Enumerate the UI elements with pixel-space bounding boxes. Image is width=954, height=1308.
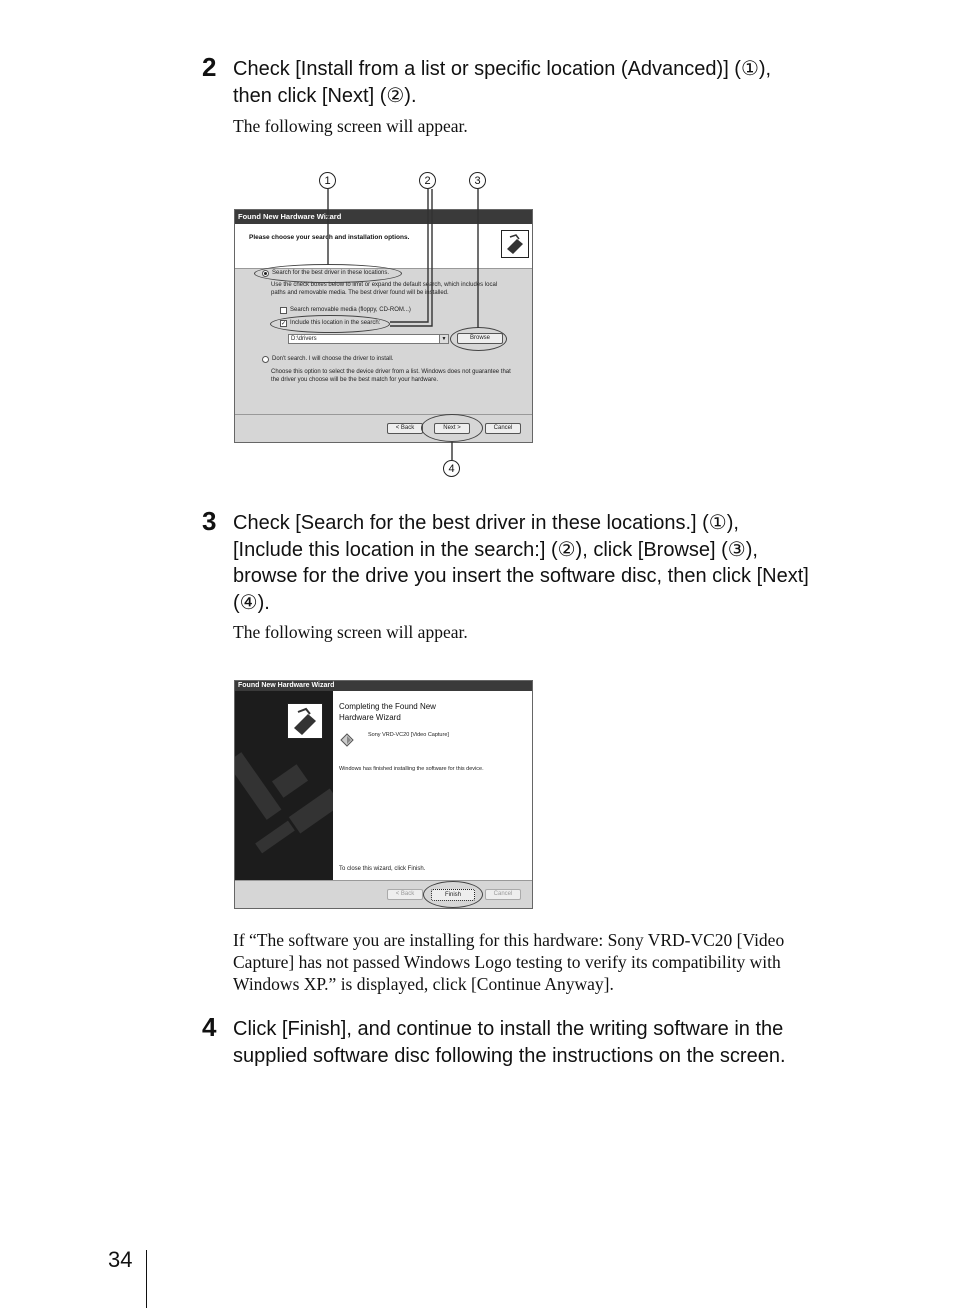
checkbox-include-label: Include this location in the search: <box>290 320 381 326</box>
callout-2: 2 <box>419 172 436 189</box>
back-button[interactable]: < Back <box>387 889 423 900</box>
search-description-2: paths and removable media. The best driver found will be installed. <box>271 290 449 296</box>
checkbox-include-location[interactable]: ✓ <box>281 321 287 327</box>
search-description-1: Use the check boxes below to limit or expand the default search, which includes local <box>271 282 498 288</box>
next-button[interactable]: Next > <box>434 423 470 434</box>
callout-3: 3 <box>469 172 486 189</box>
logo-testing-note <box>233 929 784 995</box>
step4-line1: Click [Finish], and continue to install the writing software in the <box>233 1018 784 1040</box>
step-number: 2 <box>202 52 217 82</box>
wizard-prompt: Please choose your search and installation options. <box>249 234 410 241</box>
hardware-wizard-icon <box>287 703 323 739</box>
step2-heading-line2: then click [Next] (②). <box>233 84 417 107</box>
callout-1: 1 <box>319 172 336 189</box>
finished-text: Windows has finished installing the software for this device. <box>339 766 484 772</box>
close-instruction: To close this wizard, click Finish. <box>339 866 426 872</box>
hardware-wizard-icon <box>501 230 529 258</box>
radio-search-label: Search for the best driver in these locations. <box>272 270 390 276</box>
cancel-button[interactable]: Cancel <box>485 889 521 900</box>
logo-note-line2: Capture] has not passed Windows Logo testing to verify its compatibility with <box>233 952 781 972</box>
highlight-oval-search <box>254 264 402 283</box>
step3-line1: Check [Search for the best driver in these locations.] (①), <box>233 512 739 534</box>
cancel-button[interactable]: Cancel <box>485 423 521 434</box>
highlight-oval-finish <box>423 881 483 908</box>
step-number: 4 <box>202 1012 217 1042</box>
page-number: 34 <box>108 1247 133 1272</box>
dont-description-2: the driver you choose will be the best match for your hardware. <box>271 377 439 383</box>
browse-button[interactable]: Browse <box>457 333 503 344</box>
step2-heading-line1: Check [Install from a list or specific location (Advanced)] (①), <box>233 58 772 80</box>
highlight-oval-browse <box>450 327 507 351</box>
wizard-header-panel <box>235 224 532 269</box>
step3-line2: [Include this location in the search:] (②), click [Browse] (③), <box>233 538 758 561</box>
step4-heading <box>233 1016 786 1069</box>
footer-rule <box>146 1250 147 1308</box>
step3-note: The following screen will appear. <box>233 622 468 642</box>
highlight-oval-include <box>270 315 390 333</box>
wizard-complete-window <box>234 680 533 909</box>
step2-heading <box>233 56 771 109</box>
back-button[interactable]: < Back <box>387 423 423 434</box>
chevron-down-icon[interactable]: ▼ <box>439 335 448 343</box>
window-title: Found New Hardware Wizard <box>235 681 532 691</box>
step2-note: The following screen will appear. <box>233 116 468 136</box>
step-number: 3 <box>202 506 217 536</box>
device-diamond-icon <box>340 733 354 747</box>
location-value: D:\drivers <box>291 336 317 342</box>
completion-heading-2: Hardware Wizard <box>339 713 401 722</box>
location-combobox[interactable] <box>288 334 449 344</box>
device-name: Sony VRD-VC20 [Video Capture] <box>368 732 449 738</box>
checkbox-removable-media[interactable] <box>280 307 287 314</box>
radio-dont-search[interactable] <box>262 356 269 363</box>
finish-button[interactable]: Finish <box>431 889 475 901</box>
logo-note-line1: If “The software you are installing for this hardware: Sony VRD-VC20 [Video <box>233 930 785 950</box>
divider <box>235 414 532 415</box>
radio-dont-search-label: Don't search. I will choose the driver to install. <box>272 356 394 362</box>
highlight-oval-next <box>421 414 483 442</box>
checkbox-removable-label: Search removable media (floppy, CD-ROM...) <box>290 307 411 313</box>
completion-heading <box>339 701 436 723</box>
step3-line3: browse for the drive you insert the software disc, then click [Next] <box>233 565 809 587</box>
step3-line4: (④). <box>233 591 270 614</box>
step3-heading <box>233 510 809 616</box>
logo-note-line3: Windows XP.” is displayed, click [Continue Anyway]. <box>233 974 614 994</box>
step4-line2: supplied software disc following the instructions on the screen. <box>233 1044 786 1067</box>
dont-description-1: Choose this option to select the device driver from a list. Windows does not guarantee that <box>271 369 511 375</box>
completion-heading-1: Completing the Found New <box>339 702 436 711</box>
window-title: Found New Hardware Wizard <box>235 210 532 224</box>
callout-4: 4 <box>443 460 460 477</box>
